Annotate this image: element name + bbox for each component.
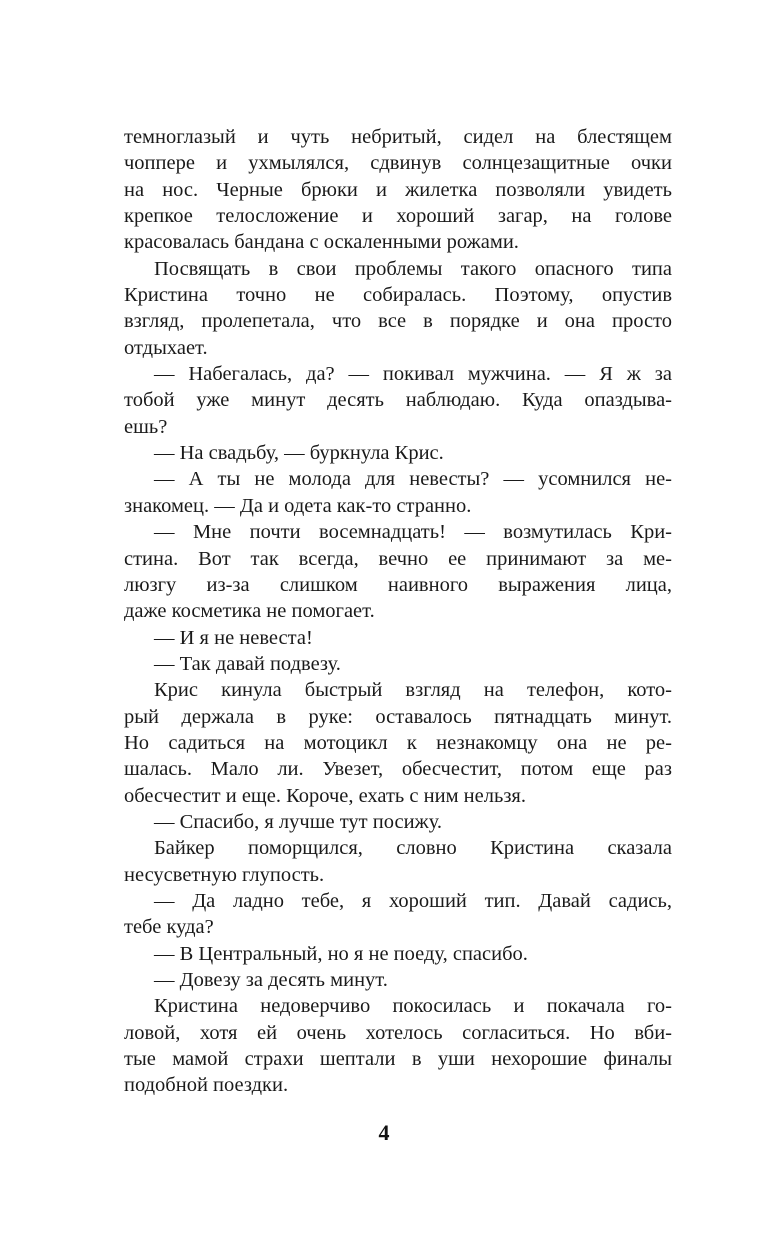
text-line: стина. Вот так всегда, вечно ее принимают за ме-: [124, 547, 672, 570]
paragraph: [124, 124, 672, 256]
page-number: 4: [378, 1120, 390, 1145]
text-line: — На свадьбу, — буркнула Крис.: [154, 442, 444, 465]
paragraph: [124, 361, 672, 440]
text-line: Крис кинула быстрый взгляд на телефон, кото-: [154, 679, 672, 702]
text-line: — И я не невеста!: [154, 626, 313, 649]
text-line: Но садиться на мотоцикл к незнакомцу она не ре-: [124, 731, 672, 754]
paragraph: [124, 440, 672, 466]
paragraph: [124, 466, 672, 519]
text-line: обесчестит и еще. Короче, ехать с ним нельзя.: [124, 784, 526, 807]
text-line: люзгу из-за слишком наивного выражения лица,: [124, 573, 672, 596]
text-line: темноглазый и чуть небритый, сидел на блестящем: [124, 126, 672, 148]
text-line: — Так давай подвезу.: [154, 652, 341, 675]
text-line: — Набегалась, да? — покивал мужчина. — Я ж за: [154, 363, 672, 386]
text-line: — А ты не молода для невесты? — усомнился не-: [154, 468, 672, 491]
paragraph: [124, 941, 672, 967]
page-body-text: [124, 124, 672, 1099]
text-line: — В Центральный, но я не поеду, спасибо.: [154, 942, 528, 965]
paragraph: [124, 256, 672, 361]
text-line: — Довезу за десять минут.: [154, 969, 388, 991]
text-line: даже косметика не помогает.: [124, 600, 375, 623]
paragraph: [124, 519, 672, 624]
text-line: Байкер поморщился, словно Кристина сказала: [154, 837, 672, 860]
text-line: Кристина недоверчиво покосилась и покачала го-: [154, 995, 672, 1018]
paragraph: [124, 967, 672, 993]
text-line: — Да ладно тебе, я хороший тип. Давай садись,: [154, 889, 672, 912]
text-line: взгляд, пролепетала, что все в порядке и она просто: [124, 310, 672, 333]
text-line: ловой, хотя ей очень хотелось согласиться. Но вби-: [124, 1021, 672, 1044]
paragraph: [124, 888, 672, 941]
text-line: Посвящать в свои проблемы такого опасного типа: [154, 257, 672, 280]
text-line: подобной поездки.: [124, 1074, 289, 1097]
text-line: красовалась бандана с оскаленными рожами.: [124, 231, 519, 254]
paragraph: [124, 625, 672, 651]
text-line: чоппере и ухмылялся, сдвинув солнцезащитные очки: [124, 152, 672, 175]
paragraph: [124, 651, 672, 677]
paragraph: [124, 809, 672, 835]
text-line: отдыхает.: [124, 336, 208, 359]
text-line: тобой уже минут десять наблюдаю. Куда опаздыва-: [124, 389, 672, 412]
text-line: ешь?: [124, 415, 168, 438]
text-line: тебе куда?: [124, 916, 214, 939]
text-line: тые мамой страхи шептали в уши нехорошие финалы: [124, 1048, 672, 1071]
text-line: шалась. Мало ли. Увезет, обесчестит, потом еще раз: [124, 758, 672, 781]
text-line: знакомец. — Да и одета как-то странно.: [124, 494, 472, 517]
text-line: крепкое телосложение и хороший загар, на голове: [124, 205, 672, 228]
text-line: на нос. Черные брюки и жилетка позволяли увидеть: [124, 178, 672, 201]
text-line: рый держала в руке: оставалось пятнадцать минут.: [124, 705, 672, 728]
paragraph: [124, 835, 672, 888]
paragraph: [124, 993, 672, 1098]
text-line: несусветную глупость.: [124, 863, 325, 886]
paragraph: [124, 677, 672, 809]
text-line: — Спасибо, я лучше тут посижу.: [154, 810, 443, 833]
text-line: — Мне почти восемнадцать! — возмутилась Кри-: [154, 521, 672, 544]
text-line: Кристина точно не собиралась. Поэтому, опустив: [124, 284, 672, 307]
